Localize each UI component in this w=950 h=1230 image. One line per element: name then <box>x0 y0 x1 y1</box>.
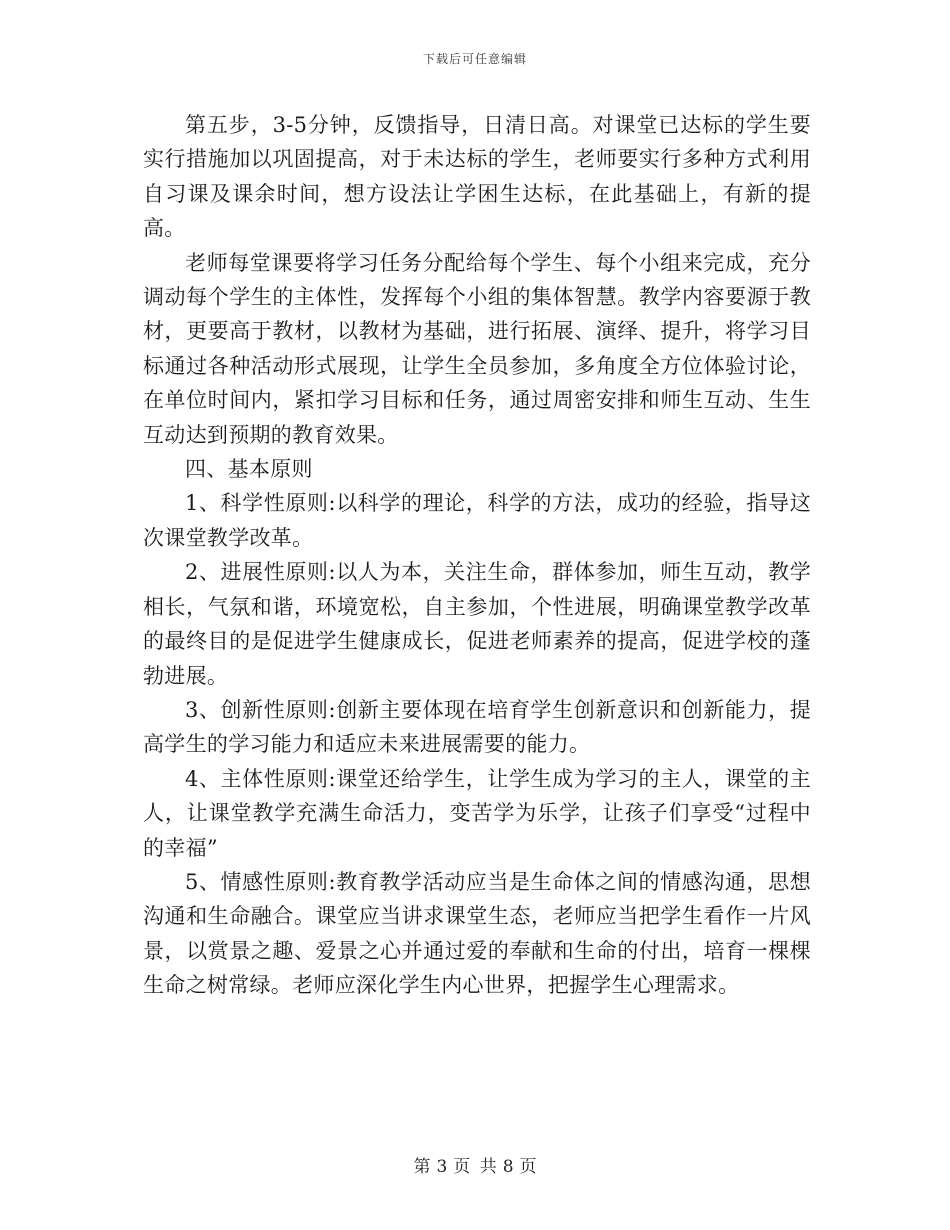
paragraph-teacher-tasks: 老师每堂课要将学习任务分配给每个学生、每个小组来完成，充分调动每个学生的主体性，发挥每个小组的集体智慧。教学内容要源于教材，更要高于教材，以教材为基础，进行拓展、演绎、提升，将学习目标通过各种活动形式展现，让学生全员参加，多角度全方位体验讨论，在单位时间内，紧扣学习目标和任务，通过周密安排和师生互动、生生互动达到预期的教育效果。 <box>143 250 811 447</box>
footer-page-number: 3 <box>436 1157 448 1177</box>
page-footer <box>0 1152 950 1177</box>
footer-prefix: 第 <box>413 1157 431 1177</box>
page-header: 下载后可任意编辑 <box>422 52 527 66</box>
paragraph-step-five: 第五步，3-5分钟，反馈指导，日清日高。对课堂已达标的学生要实行措施加以巩固提高，对于未达标的学生，老师要实行多种方式利用自习课及课余时间，想方设法让学困生达标，在此基础上，有新的提高。 <box>143 113 811 241</box>
paragraph-principle-scientific: 1、科学性原则:以科学的理论，科学的方法，成功的经验，指导这次课堂教学改革。 <box>143 491 811 550</box>
footer-middle: 页 共 <box>453 1157 497 1177</box>
paragraph-principle-innovation: 3、创新性原则:创新主要体现在培育学生创新意识和创新能力，提高学生的学习能力和适应未来进展需要的能力。 <box>143 697 811 757</box>
paragraph-principle-emotion: 5、情感性原则:教育教学活动应当是生命体之间的情感沟通，思想沟通和生命融合。课堂应当讲求课堂生态，老师应当把学生看作一片风景，以赏景之趣、爱景之心并通过爱的奉献和生命的付出，培育一棵棵生命之树常绿。老师应深化学生内心世界，把握学生心理需求。 <box>143 869 811 998</box>
footer-total-pages: 8 <box>502 1157 514 1177</box>
section-heading-basic-principles: 四、基本原则 <box>185 457 313 482</box>
footer-suffix: 页 <box>519 1157 537 1177</box>
paragraph-principle-subjectivity: 4、主体性原则:课堂还给学生，让学生成为学习的主人，课堂的主人，让课堂教学充满生命活力，变苦学为乐学，让孩子们享受“过程中的幸福” <box>143 766 811 860</box>
document-body <box>143 108 811 1003</box>
paragraph-principle-development: 2、进展性原则:以人为本，关注生命，群体参加，师生互动，教学相长，气氛和谐，环境宽松，自主参加，个性进展，明确课堂教学改革的最终目的是促进学生健康成长，促进老师素养的提高，促进学校的蓬勃进展。 <box>143 560 811 688</box>
